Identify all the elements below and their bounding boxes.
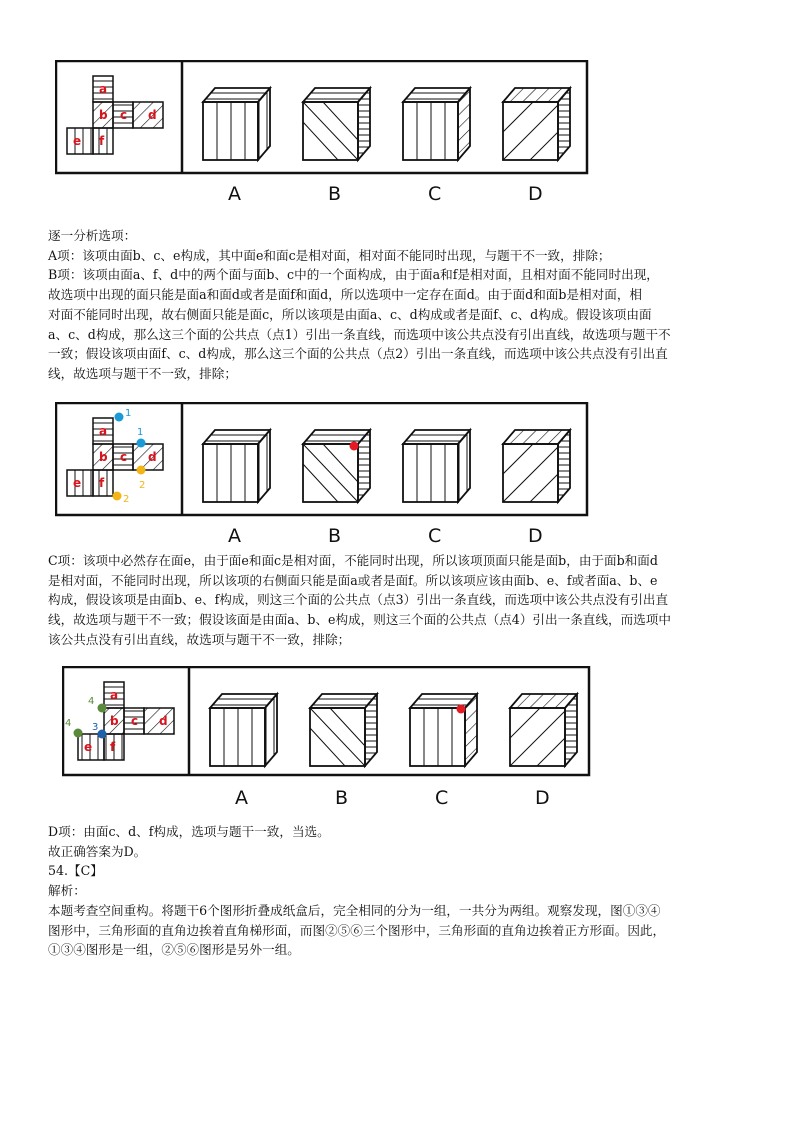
point-red-dot [350,442,359,451]
cube-option-b [310,694,377,766]
face-label-d: d [148,450,157,464]
point-label-4: 4 [88,696,95,707]
cube-option-c [403,430,470,502]
cube-option-d [503,430,570,502]
option-label-a: A [235,787,248,809]
cube-option-c [403,88,470,160]
analysis-block-1 [48,226,756,384]
option-label-b: B [328,183,342,205]
option-b-text-4: a、c、d构成，那么这三个面的公共点（点1）引出一条直线，而选项中该公共点没有引出直线，故选项与题干不 [48,326,671,342]
face-label-e: e [73,476,82,490]
point-label-1: 1 [137,427,144,438]
point-1-dot [137,439,146,448]
answer-line: 故正确答案为D。 [48,843,147,859]
face-label-a: a [99,424,108,438]
cube-option-a [203,430,270,502]
cube-option-b [303,88,370,160]
q54-text-3: ①③④图形是一组，②⑤⑥图形是另外一组。 [48,942,300,958]
option-b-text-6: 线，故选项与题干不一致，排除； [48,365,237,381]
cube-option-a [203,88,270,160]
option-b-text-3: 对面不能同时出现，故右侧面只能是面c，所以该项是由面a、c、d构成或者是面f、c、d构成。假设该项由面 [48,306,652,322]
option-label-a: A [228,183,241,205]
face-label-f: f [110,740,116,754]
point-2-dot [113,492,122,501]
face-label-b: b [110,714,119,728]
face-label-b: b [99,450,108,464]
point-2-dot [137,466,146,475]
option-label-d: D [528,525,543,547]
figure-2 [55,402,590,552]
net-fig3 [65,682,174,760]
face-label-f: f [99,134,105,148]
option-c-text-5: 该公共点没有引出直线，故选项与题干不一致，排除； [48,631,351,647]
option-b-text-5: 一致；假设该项由面f、c、d构成，那么这三个面的公共点（点2）引出一条直线，而选项中该公共点没有引出直 [48,346,668,362]
option-c-text-3: 构成，假设该项是由面b、e、f构成，则这三个面的公共点（点3）引出一条直线，而选项中该公共点没有引出直 [48,592,669,608]
point-3-dot [98,730,107,739]
option-d-text: D项：由面c、d、f构成，选项与题干一致，当选。 [48,824,330,839]
point-label-4: 4 [65,718,72,729]
face-label-a: a [110,688,119,702]
point-label-1: 1 [125,408,132,419]
option-c-text-2: 是相对面，不能同时出现，所以该项的右侧面只能是面a或者是面f。所以该项应该由面b、e、f或者面a、b、e [48,572,658,588]
cube-option-c [410,694,477,766]
analysis-block-3 [48,822,756,960]
cube-option-b [303,430,370,502]
q54-text-2: 图形中，三角形面的直角边挨着直角梯形面，而图②⑤⑥三个图形中，三角形面的直角边挨着正方形面。因此， [48,922,666,938]
point-1-dot [115,413,124,422]
analysis-block-2 [48,551,756,650]
figure-3 [62,666,597,816]
option-label-c: C [428,183,442,205]
face-label-c: c [120,108,128,122]
net-fig1 [67,76,163,154]
cube-option-a [210,694,277,766]
analysis-label: 解析： [48,883,86,899]
option-label-c: C [428,525,442,547]
point-4-dot [98,704,107,713]
intro-line: 逐一分析选项： [48,228,137,243]
option-label-a: A [228,525,241,547]
question-54-header: 54.【C】 [48,863,103,879]
face-label-c: c [120,450,128,464]
face-label-e: e [73,134,82,148]
option-c-text-1: C项：该项中必然存在面e，由于面e和面c是相对面，不能同时出现，所以该项顶面只能是面b，由于面b和面d [48,553,658,568]
point-red-dot [457,705,466,714]
option-label-b: B [328,525,342,547]
face-label-d: d [148,108,157,122]
face-label-e: e [84,740,93,754]
point-label-2: 2 [139,480,146,491]
figure-1 [55,60,590,210]
face-label-a: a [99,82,108,96]
option-c-text-4: 线，故选项与题干不一致；假设该面是由面a、b、e构成，则这三个面的公共点（点4）引出一条直线，而选项中 [48,612,671,628]
point-label-2: 2 [123,494,130,505]
option-label-d: D [528,183,543,205]
option-label-c: C [435,787,449,809]
face-label-d: d [159,714,168,728]
option-label-b: B [335,787,349,809]
net-fig2 [67,408,163,505]
face-label-c: c [131,714,139,728]
option-a-text: A项：该项由面b、c、e构成，其中面e和面c是相对面，相对面不能同时出现，与题干不一致，排除； [48,247,611,263]
point-4-dot [74,729,83,738]
q54-text-1: 本题考查空间重构。将题干6个图形折叠成纸盒后，完全相同的分为一组，一共分为两组。观察发现，图①③④ [48,902,661,918]
cube-option-d [503,88,570,160]
face-label-b: b [99,108,108,122]
option-b-text-1: B项：该项由面a、f、d中的两个面与面b、c中的一个面构成，由于面a和f是相对面，且相对面不能同时出现， [48,267,659,283]
point-label-3: 3 [92,722,99,733]
option-b-text-2: 故选项中出现的面只能是面a和面d或者是面f和面d，所以选项中一定存在面d。由于面d和面b是相对面，相 [48,287,643,303]
face-label-f: f [99,476,105,490]
option-label-d: D [535,787,550,809]
cube-option-d [510,694,577,766]
